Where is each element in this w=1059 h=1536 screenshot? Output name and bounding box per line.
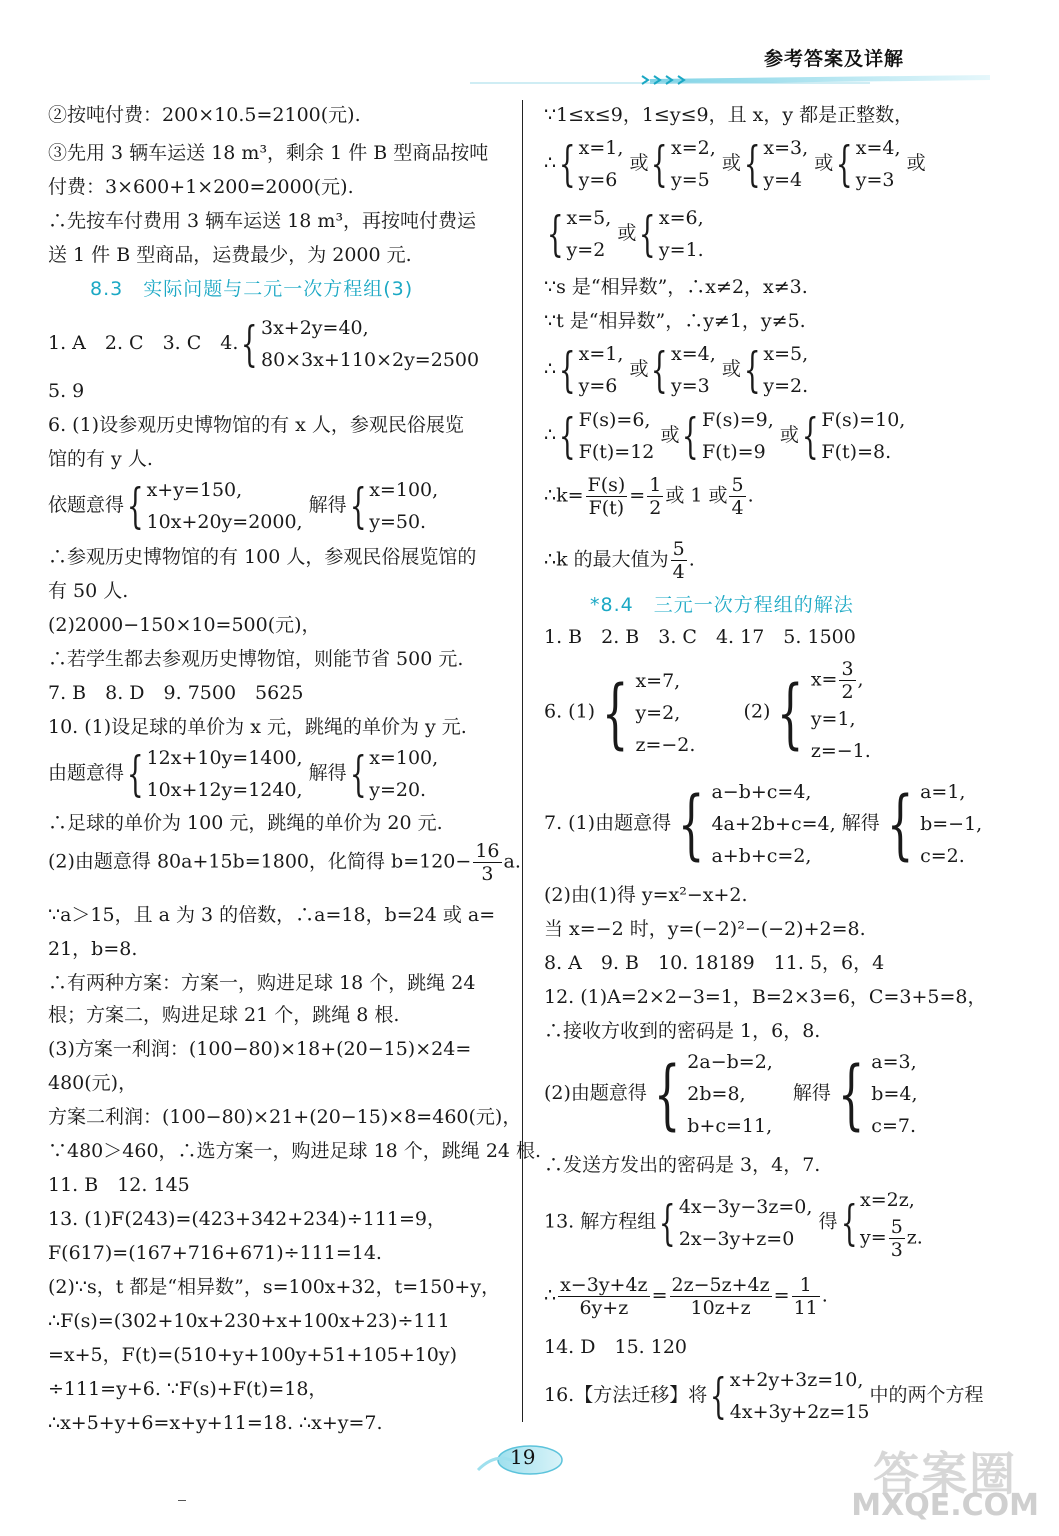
text-line: F(617)=(167+716+671)÷111=14.	[48, 1242, 382, 1264]
text-line: 21，b=8.	[48, 938, 138, 960]
text-line: ∵a＞15，且 a 为 3 的倍数，∴a=18，b=24 或 a=	[48, 904, 496, 926]
text-line: (2)2000−150×10=500(元)，	[48, 614, 321, 636]
text-line: ∴ $\frac{x-3y+4z}{6y+z}$ = $\frac{2z-5z+4z}{10z+z}$ = $\frac{1}{11}$ .	[544, 1274, 828, 1319]
text-line: ③先用 3 辆车运送 18 m³，剩余 1 件 B 型商品按吨	[48, 142, 489, 164]
text-line: 送 1 件 B 型商品，运费最少，为 2000 元.	[48, 244, 412, 266]
solution-cases: ∴{ F(s)=6, F(t)=12 或{ F(s)=9, F(t)=9 或{ F(s)=10, F(t)=8.	[544, 408, 906, 464]
page-number: 19	[510, 1445, 536, 1469]
section-heading: 8.3 实际问题与二元一次方程组(3)	[90, 278, 414, 300]
text-line: 10. (1)设足球的单价为 x 元，跳绳的单价为 y 元.	[48, 716, 467, 738]
text-line: ∴先按车付费用 3 辆车运送 18 m³，再按吨付费运	[48, 210, 477, 232]
column-divider	[522, 100, 523, 1422]
answers-1-4: 1. A 2. C 3. C 4.{ 3x+2y=40, 80×3x+110×2y=2500	[48, 316, 480, 372]
text-line: 方案二利润：(100−80)×21+(20−15)×8=460(元)，	[48, 1106, 522, 1128]
section-heading: *8.4 三元一次方程组的解法	[590, 594, 854, 616]
text-line: ∴x+5+y+6=x+y+11=18. ∴x+y=7.	[48, 1412, 383, 1434]
watermark-logo: 答案圈 MXQE.COM	[851, 1447, 1039, 1523]
text-line: =x+5，F(t)=(510+y+100y+51+105+10y)	[48, 1344, 457, 1366]
text-line: ÷111=y+6. ∵F(s)+F(t)=18，	[48, 1378, 328, 1400]
text-line: 7. B 8. D 9. 7500 5625	[48, 682, 304, 704]
text-line: (2)由(1)得 y=x²−x+2.	[544, 884, 748, 906]
text-line: ∵s 是“相异数”，∴x≠2，x≠3.	[544, 276, 808, 298]
equation-system: 13. 解方程组{ 4x−3y−3z=0, 2x−3y+z=0 得{ x=2z, y= $\frac{5}{3}$ z.	[544, 1189, 923, 1261]
text-line: 5. 9	[48, 380, 85, 402]
text-line: ∴接收方收到的密码是 1，6，8.	[544, 1020, 821, 1042]
text-line: ∴k 的最大值为 $\frac{5}{4}$ .	[544, 538, 695, 583]
text-line: ∴有两种方案：方案一，购进足球 18 个，跳绳 24	[48, 972, 476, 994]
equation-system: (2)由题意得{ 2a−b=2, 2b=8, b+c=11, 解得{ a=3, b=4, c=7.	[544, 1049, 918, 1138]
text-line: 付费：3×600+1×200=2000(元).	[48, 176, 354, 198]
stray-mark	[178, 1500, 186, 1501]
text-line: (3)方案一利润：(100−80)×18+(20−15)×24=	[48, 1038, 472, 1060]
text-line: 8. A 9. B 10. 18189 11. 5，6，4	[544, 952, 885, 974]
header-title: 参考答案及详解	[763, 48, 904, 70]
text-line: 6. (1)设参观历史博物馆的有 x 人，参观民俗展览	[48, 414, 464, 436]
text-line: 11. B 12. 145	[48, 1174, 190, 1196]
text-line: 480(元)，	[48, 1072, 138, 1094]
equation-system: 依题意得{ x+y=150, 10x+20y=2000, 解得{ x=100, y=50.	[48, 478, 439, 534]
text-line: 根；方案二，购进足球 21 个，跳绳 8 根.	[48, 1004, 400, 1026]
text-line: (2)由题意得 80a+15b=1800，化简得 b=120− $\frac{16}{3}$ a.	[48, 840, 521, 885]
solution-cases: ∴{ x=1, y=6 或{ x=4, y=3 或{ x=5, y=2.	[544, 342, 809, 398]
text-line: ∵t 是“相异数”，∴y≠1，y≠5.	[544, 310, 806, 332]
text-line: ∴足球的单价为 100 元，跳绳的单价为 20 元.	[48, 812, 443, 834]
text-line: ∴F(s)=(302+10x+230+x+100x+23)÷111	[48, 1310, 450, 1332]
text-line: (2)∵s，t 都是“相异数”，s=100x+32，t=150+y，	[48, 1276, 501, 1298]
text-line: 1. B 2. B 3. C 4. 17 5. 1500	[544, 626, 856, 648]
equation-system: 6. (1){ x=7, y=2, z=−2. (2){ x= $\frac{3}{2}$ , y=1, z=−1.	[544, 658, 871, 762]
text-line: 当 x=−2 时，y=(−2)²−(−2)+2=8.	[544, 918, 866, 940]
equation-system: 由题意得{ 12x+10y=1400, 10x+12y=1240, 解得{ x=100, y=20.	[48, 746, 439, 802]
text-line: 馆的有 y 人.	[48, 448, 153, 470]
text-line: ∵1≤x≤9，1≤y≤9，且 x，y 都是正整数，	[544, 104, 914, 126]
header-decoration	[470, 72, 990, 88]
text-line: ∴发送方发出的密码是 3，4，7.	[544, 1154, 821, 1176]
text-line: 12. (1)A=2×2−3=1，B=2×3=6，C=3+5=8，	[544, 986, 987, 1008]
text-line: ∵480＞460，∴选方案一，购进足球 18 个，跳绳 24 根.	[48, 1140, 542, 1162]
solution-cases: ∴{ x=1, y=6 或{ x=2, y=5 或{ x=3, y=4 或{ x=4, y=3 或	[544, 136, 926, 192]
solution-cases: { x=5, y=2 或{ x=6, y=1.	[546, 206, 704, 262]
equation-system: 16.【方法迁移】将{ x+2y+3z=10, 4x+3y+2z=15 中的两个方程	[544, 1368, 984, 1424]
equation-system: 7. (1)由题意得{ a−b+c=4, 4a+2b+c=4, a+b+c=2, 解得{ a=1, b=−1, c=2.	[544, 779, 983, 868]
text-line: ∴参观历史博物馆的有 100 人，参观民俗展览馆的	[48, 546, 477, 568]
text-line: ∴k= $\frac{F(s)}{F(t)}$ = $\frac{1}{2}$ 或 1 或 $\frac{5}{4}$ .	[544, 474, 754, 519]
text-line: 13. (1)F(243)=(423+342+234)÷111=9，	[48, 1208, 447, 1230]
text-line: 14. D 15. 120	[544, 1336, 688, 1358]
text-line: 有 50 人.	[48, 580, 129, 602]
text-line: ②按吨付费：200×10.5=2100(元).	[48, 104, 361, 126]
text-line: ∴若学生都去参观历史博物馆，则能节省 500 元.	[48, 648, 464, 670]
